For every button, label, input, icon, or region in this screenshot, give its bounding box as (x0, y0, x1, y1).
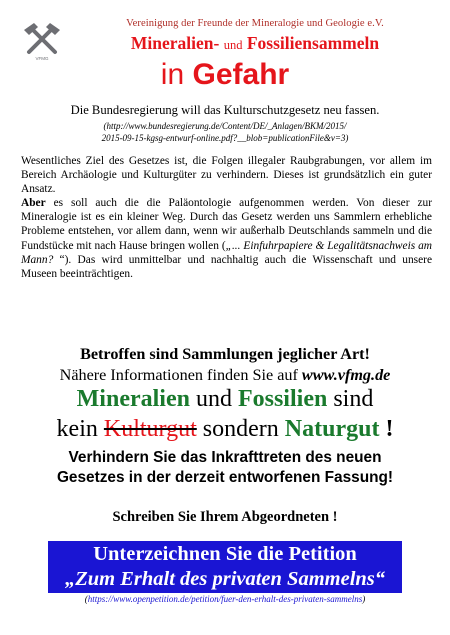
source-url-line-2: 2015-09-15-kgsg-entwurf-online.pdf?__blob=publicationFile&v=3) (101, 132, 349, 143)
body-paragraph-2-quote: „... Einfuhrpapiere & Legalitätsnachweis am Mann? (21, 239, 432, 266)
headline-word-danger: Gefahr (192, 58, 290, 91)
prevent-law-line-1: Verhindern Sie das Inkrafttreten des neuen (68, 449, 382, 466)
more-info-url[interactable]: www.vfmg.de (301, 366, 391, 384)
headline-word-fossils: Fossiliensammeln (246, 33, 380, 53)
slogan-fossils: Fossilien (237, 386, 328, 412)
body-paragraph-2-part-b: “). Das wird unmittelbar und nachhaltig auch die Wissenschaft und unsere Museen beeinträchtigen. (21, 253, 432, 280)
petition-url-link[interactable]: https://www.openpetition.de/petition/fuer-den-erhalt-des-privaten-sammelns (87, 594, 363, 604)
prevent-law-call (0, 448, 450, 488)
slogan-but: sondern (196, 416, 285, 442)
organization-name: Vereinigung der Freunde der Mineralogie und Geologie e.V. (126, 18, 384, 29)
more-info-text: Nähere Informationen finden Sie auf (59, 366, 302, 384)
affected-collections-statement: Betroffen sind Sammlungen jeglicher Art! (80, 345, 370, 363)
slogan-are: sind (327, 386, 374, 412)
slogan-not: kein (56, 416, 104, 442)
slogan-natural-good: Naturgut (284, 416, 380, 442)
crossed-hammers-icon (22, 20, 62, 62)
body-paragraph-2-bold: Aber (21, 197, 46, 210)
petition-line-1: Unterzeichnen Sie die Petition (93, 543, 357, 565)
body-paragraph-1: Wesentliches Ziel des Gesetzes ist, die Folgen illegaler Raubgrabungen, vor allem im Bereich Archäologie und Kulturgüter zu verhindern. Dieses ist grundsätzlich ein guter Ansatz. (21, 155, 432, 196)
petition-banner[interactable] (48, 541, 402, 593)
slogan-minerals: Mineralien (76, 386, 190, 412)
slogan-and: und (189, 386, 238, 412)
source-url (0, 121, 450, 144)
headline-word-and: und (223, 38, 243, 52)
body-paragraph-2-part-a: es soll auch die die Paläontologie aufgenommen werden. Von dieser zur Mineralogie ist es ein kleiner Weg. Durch das Gesetz werden uns Sammlern erhebliche Probleme entstehen, vor allem dann, wenn wir außerhalb Deutschlands sammeln und die Fundstücke mit nach Hause bringen wollen ( (21, 197, 432, 252)
slogan-exclamation: ! (379, 416, 394, 442)
body-paragraph-2 (21, 196, 432, 281)
slogan-line-2 (0, 412, 450, 446)
vfmg-logo (22, 20, 62, 62)
lead-sentence: Die Bundesregierung will das Kulturschutzgesetz neu fassen. (70, 103, 380, 117)
headline-subject (70, 33, 440, 54)
headline-word-minerals: Mineralien- (130, 33, 220, 53)
petition-url (0, 594, 450, 604)
petition-url-open: ( (84, 594, 88, 604)
petition-url-close: ) (362, 594, 366, 604)
logo-text: VFMG (35, 56, 49, 61)
prevent-law-line-2: Gesetzes in der derzeit entworfenen Fassung! (56, 469, 394, 486)
headline-danger (0, 58, 450, 92)
body-text (21, 154, 432, 281)
petition-line-2: „Zum Erhalt des privaten Sammelns“ (64, 568, 386, 590)
slogan-line-1 (0, 382, 450, 416)
source-url-line-1: (http://www.bundesregierung.de/Content/DE/_Anlagen/BKM/2015/ (103, 121, 347, 131)
slogan-cultural-good-struck: Kulturgut (103, 416, 197, 442)
headline-word-in: in (160, 58, 185, 91)
write-representative-call: Schreiben Sie Ihrem Abgeordneten ! (112, 509, 338, 525)
